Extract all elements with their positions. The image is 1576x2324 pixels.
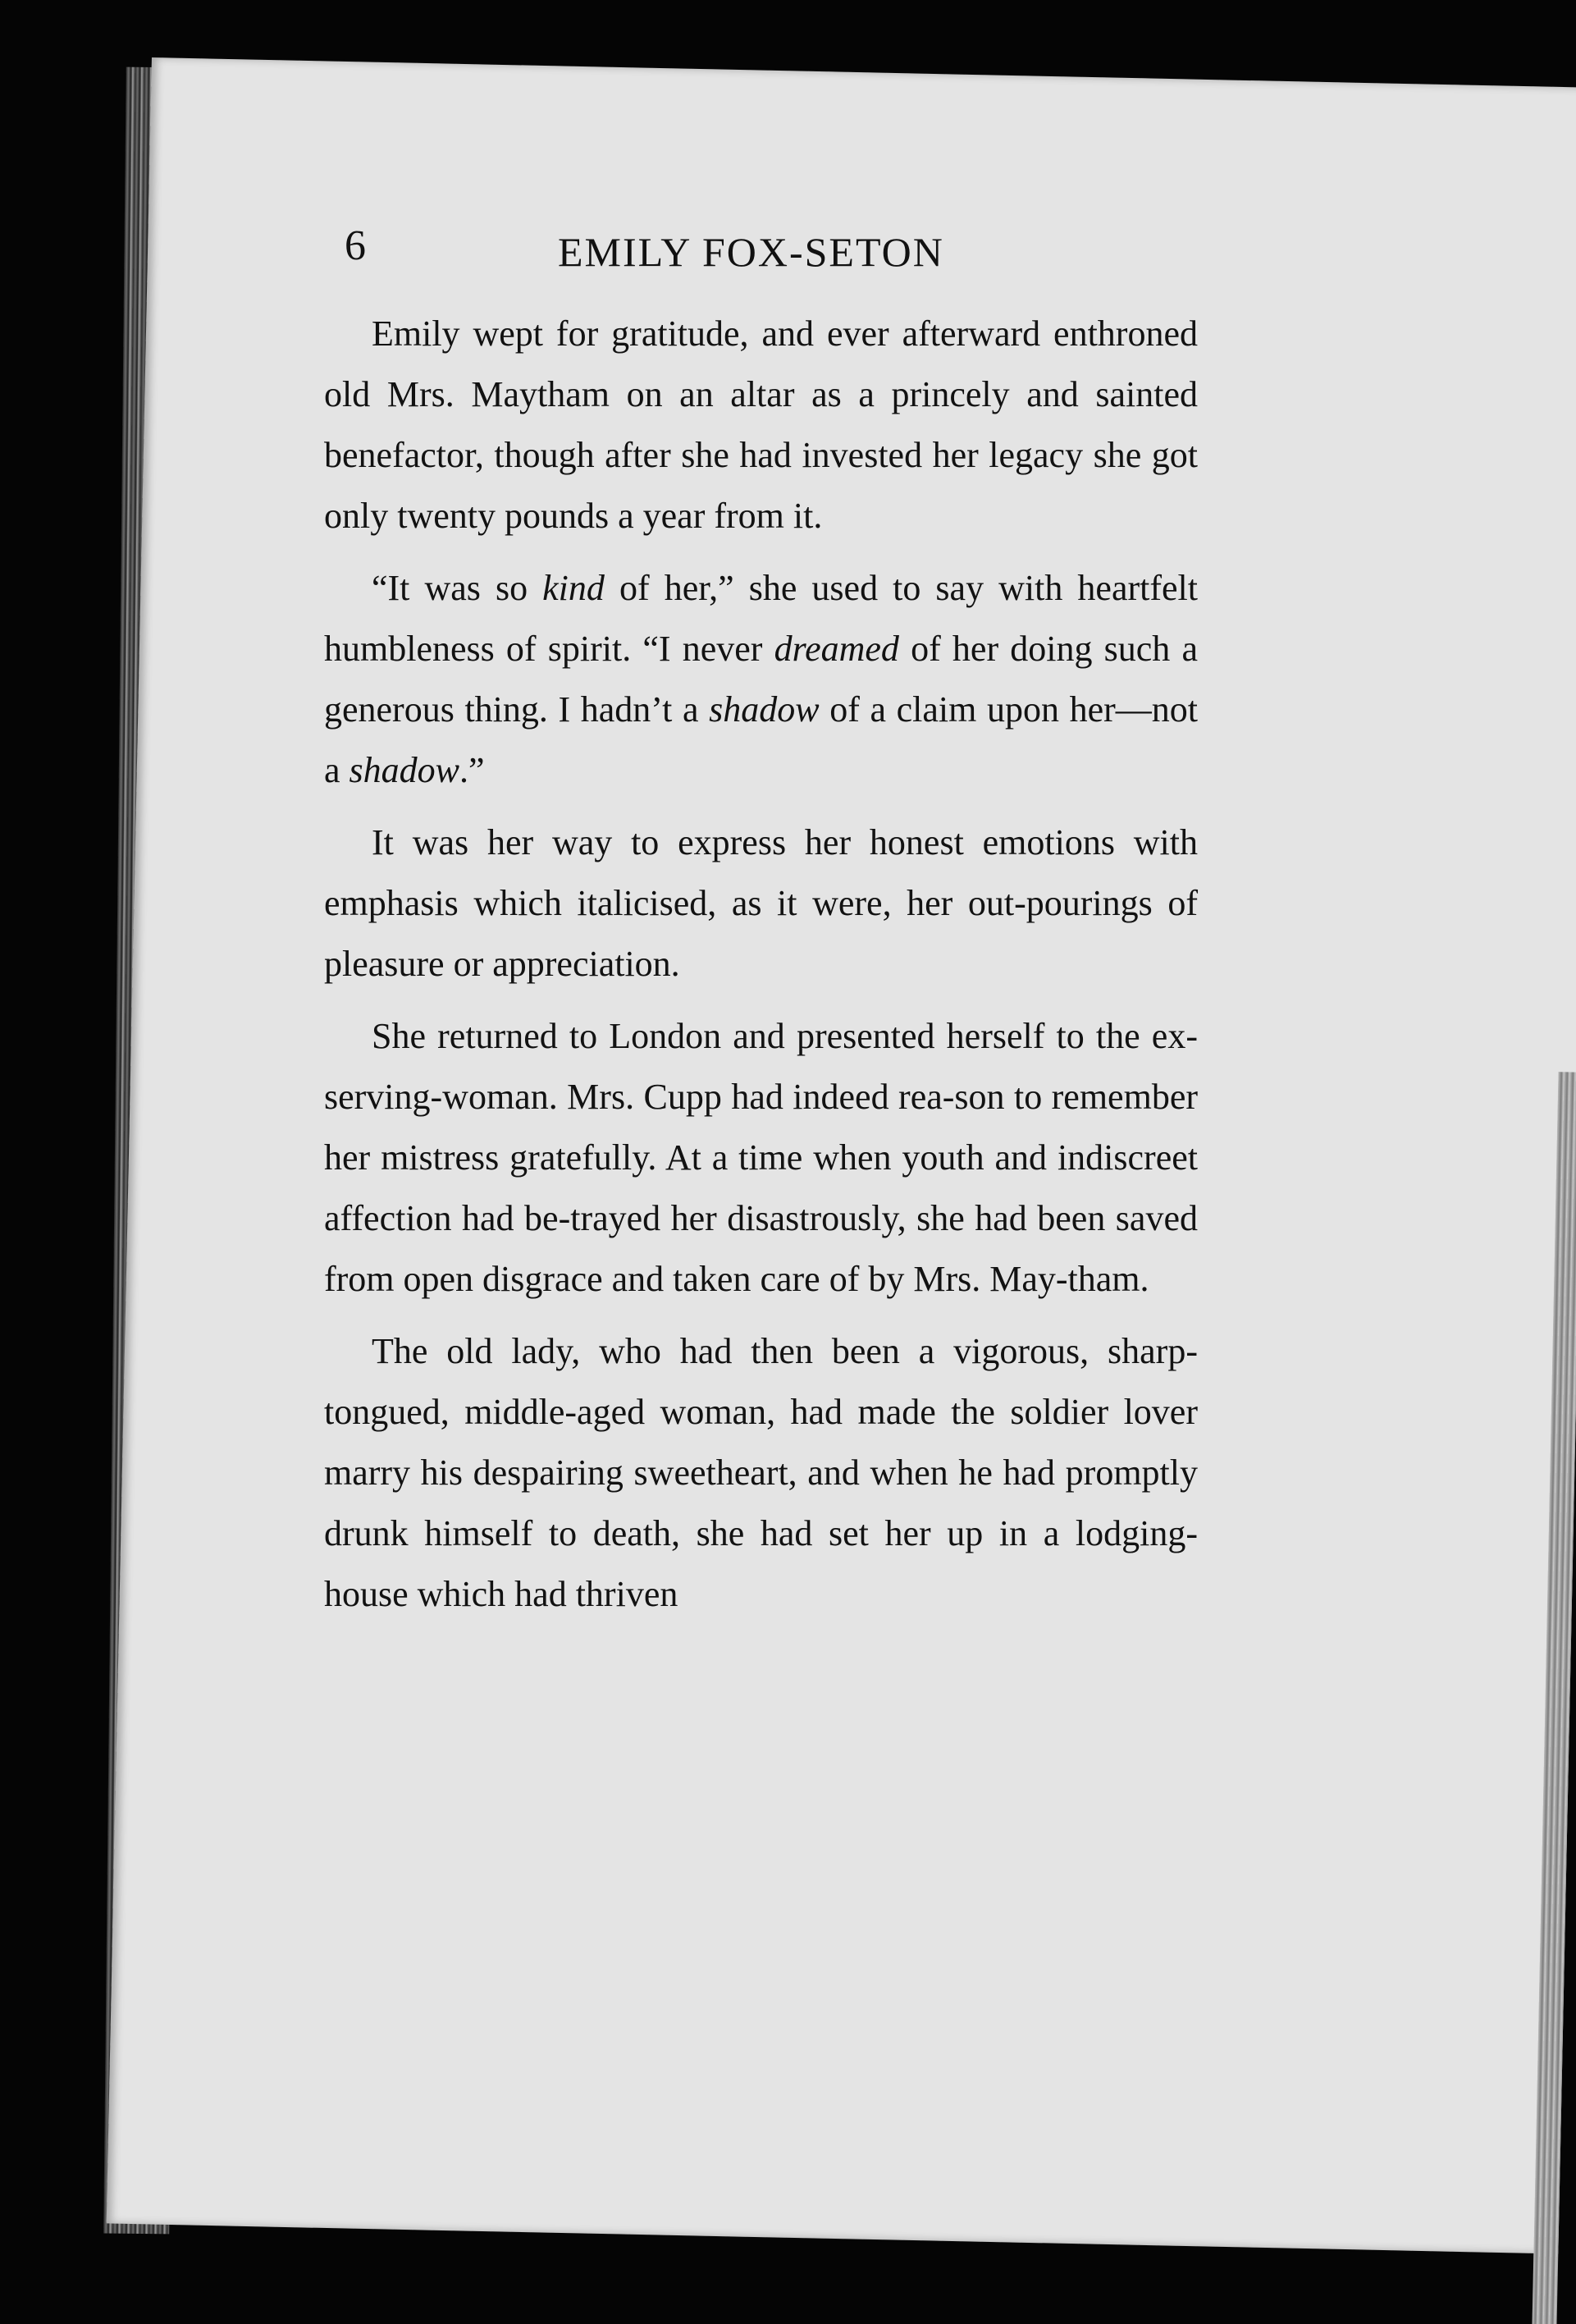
text-run: She returned to London and presented herself to the ex-serving-woman. Mrs. Cupp had indeed rea-son to remember her mistress gratefully. At a time when youth and indiscreet affection had be-trayed her disastrously, she had been saved from open disgrace and taken care of by Mrs. May-tham. — [324, 1016, 1198, 1299]
paragraph — [324, 812, 1198, 995]
italic-run: dreamed — [774, 629, 899, 669]
text-run: .” — [459, 750, 485, 790]
paragraph — [324, 1006, 1198, 1310]
running-title: EMILY FOX-SETON — [558, 229, 944, 275]
text-run: “It was so — [372, 568, 543, 608]
italic-run: shadow — [349, 750, 460, 790]
text-run: Emily wept for gratitude, and ever afterward enthroned old Mrs. Maytham on an altar as a princely and sainted benefactor, though after she had invested her legacy she got only twenty pounds a year from it. — [324, 313, 1198, 536]
paragraph — [324, 558, 1198, 801]
text-run: It was her way to express her honest emotions with emphasis which italicised, as it were, her out-pourings of pleasure or appreciation. — [324, 822, 1198, 984]
italic-run: kind — [542, 568, 605, 608]
book-right-edge — [1532, 1072, 1576, 2324]
text-run: The old lady, who had then been a vigorous, sharp-tongued, middle-aged woman, had made the soldier lover marry his despairing sweetheart, and when he had promptly drunk himself to death, she had set her up in a lodging-house which had thriven — [324, 1331, 1198, 1614]
paragraph — [324, 1321, 1198, 1625]
italic-run: shadow — [709, 689, 820, 730]
text-run: of a claim upon her—not a — [324, 689, 1199, 790]
page-number: 6 — [345, 222, 366, 269]
page-header — [345, 222, 1165, 287]
text-run: of her,” she used to say with heartfelt humbleness of spirit. “I never — [324, 568, 1198, 669]
text-run: of her doing such a generous thing. I hadn’t a — [324, 629, 1198, 730]
paragraph — [324, 304, 1198, 547]
body-text — [324, 304, 1198, 1636]
